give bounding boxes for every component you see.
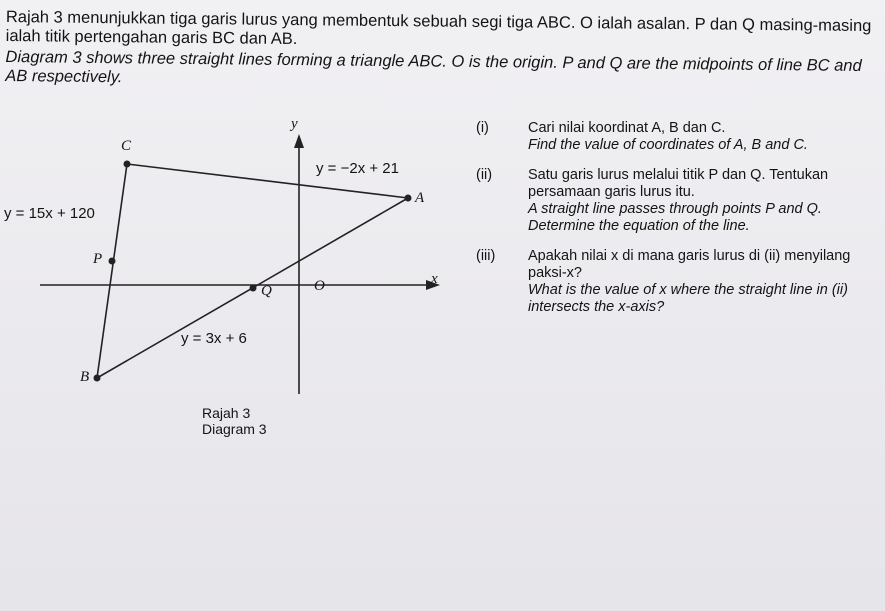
question-number: (i) (476, 120, 489, 136)
question-item (476, 167, 881, 235)
point-p (109, 258, 116, 265)
intro-malay: Rajah 3 menunjukkan tiga garis lurus yang membentuk sebuah segi tiga ABC. O ialah asalan. P dan Q masing-masing ialah titik pertengahan garis BC dan AB. (5, 8, 872, 49)
question-list (476, 120, 881, 329)
label-c: C (121, 138, 132, 154)
question-number: (ii) (476, 167, 493, 183)
question-malay: Apakah nilai x di mana garis lurus di (ii) menyilang paksi-x? (528, 248, 851, 281)
diagram-svg (0, 110, 470, 450)
question-malay: Satu garis lurus melalui titik P dan Q. Tentukan persamaan garis lurus itu. (528, 167, 829, 200)
intro-english: Diagram 3 shows three straight lines forming a triangle ABC. O is the origin. P and Q are the midpoints of line BC and AB respectively. (5, 47, 862, 87)
line-bc (97, 164, 127, 378)
label-q: Q (261, 283, 272, 299)
question-english: What is the value of x where the straight line in (ii) intersects the x-axis? (528, 282, 848, 315)
question-item (476, 120, 881, 154)
point-a (405, 195, 412, 202)
problem-statement (5, 8, 876, 95)
label-a: A (415, 190, 425, 206)
question-english: Find the value of coordinates of A, B and C. (528, 137, 808, 153)
x-axis-label: x (431, 271, 438, 287)
origin-label: O (314, 278, 325, 294)
point-q (250, 285, 257, 292)
question-number: (iii) (476, 248, 496, 264)
label-b: B (80, 369, 90, 385)
label-p: P (93, 251, 103, 267)
triangle-diagram (0, 110, 470, 450)
question-english: A straight line passes through points P and Q. Determine the equation of the line. (528, 201, 822, 234)
question-malay: Cari nilai koordinat A, B dan C. (528, 120, 726, 136)
point-c (124, 161, 131, 168)
diagram-caption (202, 405, 267, 437)
equation-line-ac: y = −2x + 21 (316, 160, 399, 177)
caption-malay: Rajah 3 (202, 405, 251, 421)
y-axis-arrow (294, 134, 304, 148)
equation-line-bc: y = 15x + 120 (4, 205, 95, 222)
caption-english: Diagram 3 (202, 421, 267, 437)
equation-line-ab: y = 3x + 6 (181, 330, 247, 347)
point-b (94, 375, 101, 382)
question-item (476, 248, 881, 316)
y-axis-label: y (291, 116, 298, 132)
